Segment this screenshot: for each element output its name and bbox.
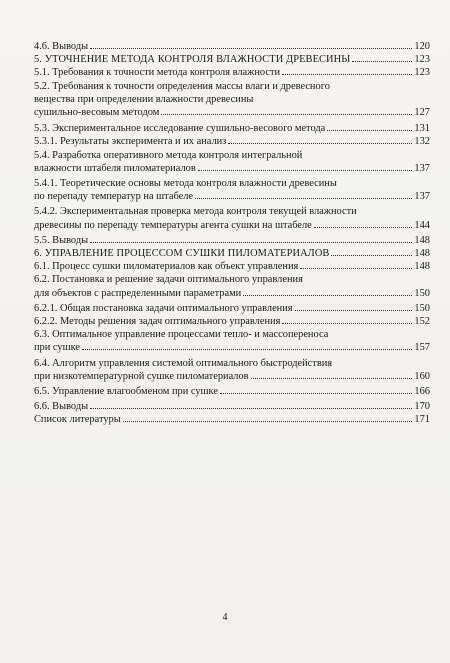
toc-entry-title-line: 5.4. Разработка оперативного метода контроля интегральной — [34, 149, 303, 161]
toc-entry-title-line: 5.4.2. Экспериментальная проверка метода контроля текущей влажности — [34, 206, 357, 218]
toc-entry-title: 6.2.2. Методы решения задач оптимального управления — [34, 316, 281, 328]
toc-entry-title: 5. УТОЧНЕНИЕ МЕТОДА КОНТРОЛЯ ВЛАЖНОСТИ ДРЕВЕСИНЫ — [34, 54, 351, 66]
dot-leader — [123, 421, 413, 422]
toc-entry-row — [34, 53, 430, 66]
toc-entry-row — [34, 135, 430, 148]
dot-leader — [90, 48, 412, 49]
toc-entry-page: 148 — [414, 234, 430, 246]
page-number: 4 — [222, 612, 228, 623]
dot-leader — [90, 408, 412, 409]
toc-entry-row — [34, 341, 430, 354]
toc-entry-title: при сушке — [34, 342, 80, 354]
toc-entry-title: Список литературы — [34, 414, 121, 426]
toc-entry-title-line: 6.2. Постановка и решение задачи оптимального управления — [34, 274, 303, 286]
toc-entry — [34, 40, 430, 53]
toc-entry — [34, 205, 430, 231]
toc-entry — [34, 53, 430, 66]
toc-entry-page: 171 — [414, 414, 430, 426]
dot-leader — [82, 349, 412, 350]
toc-entry-row — [34, 219, 430, 232]
toc-entry-page: 131 — [414, 123, 430, 135]
toc-entry-row — [34, 370, 430, 383]
toc-entry — [34, 385, 430, 398]
toc-entry-title-line: 5.2. Требования к точности определения массы влаги и древесного — [34, 80, 330, 92]
toc-entry-page: 148 — [414, 261, 430, 273]
toc-entry-page: 120 — [414, 41, 430, 52]
dot-leader — [300, 268, 412, 269]
toc-entry-title: при низкотемпературной сушке пиломатериалов — [34, 370, 249, 382]
toc-entry-row — [34, 385, 430, 398]
toc-entry-title-line: вещества при определении влажности древесины — [34, 93, 254, 105]
table-of-contents — [34, 40, 430, 429]
toc-entry-page: 137 — [414, 162, 430, 174]
toc-entry — [34, 122, 430, 135]
toc-entry-row — [34, 315, 430, 328]
toc-entry — [34, 302, 430, 315]
toc-entry-title: 6. УПРАВЛЕНИЕ ПРОЦЕССОМ СУШКИ ПИЛОМАТЕРИАЛОВ — [34, 248, 330, 260]
toc-entry-title-line: 6.4. Алгоритм управления системой оптимального быстродействия — [34, 357, 333, 369]
toc-entry — [34, 177, 430, 203]
dot-leader — [251, 378, 413, 379]
toc-entry-page: 166 — [414, 386, 430, 398]
toc-entry — [34, 413, 430, 426]
toc-entry-page: 127 — [414, 107, 430, 119]
dot-leader — [198, 170, 413, 171]
toc-entry — [34, 80, 430, 120]
toc-entry-page: 148 — [414, 248, 430, 260]
dot-leader — [331, 255, 412, 256]
toc-entry-row — [34, 122, 430, 135]
toc-entry-row — [34, 40, 430, 53]
toc-entry — [34, 315, 430, 328]
dot-leader — [282, 74, 412, 75]
toc-entry-title: сушильно-весовым методом — [34, 107, 160, 119]
dot-leader — [220, 393, 412, 394]
dot-leader — [352, 61, 412, 62]
toc-entry-title: по перепаду температур на штабеле — [34, 191, 194, 203]
toc-entry-title: 4.6. Выводы — [34, 41, 89, 52]
toc-entry-title: для объектов с распределенными параметрами — [34, 287, 242, 299]
toc-entry-row — [34, 106, 430, 119]
toc-entry-page: 157 — [414, 342, 430, 354]
toc-entry-title-line: 6.3. Оптимальное управление процессами тепло- и массопереноса — [34, 329, 329, 341]
toc-entry — [34, 357, 430, 383]
toc-entry — [34, 66, 430, 79]
toc-entry-page: 132 — [414, 136, 430, 148]
toc-entry-page: 160 — [414, 370, 430, 382]
dot-leader — [327, 130, 412, 131]
dot-leader — [314, 227, 413, 228]
dot-leader — [295, 310, 413, 311]
toc-entry-row — [34, 162, 430, 175]
dot-leader — [282, 323, 412, 324]
toc-entry — [34, 260, 430, 273]
toc-entry-title-line: 5.4.1. Теоретические основы метода контроля влажности древесины — [34, 178, 337, 190]
toc-entry-row — [34, 247, 430, 260]
toc-entry-row — [34, 287, 430, 300]
toc-entry-title: 5.1. Требования к точности метода контроля влажности — [34, 67, 281, 79]
toc-entry-row — [34, 260, 430, 273]
dot-leader — [195, 198, 412, 199]
dot-leader — [243, 295, 412, 296]
dot-leader — [228, 143, 412, 144]
toc-entry-page: 137 — [414, 191, 430, 203]
toc-entry-page: 123 — [414, 67, 430, 79]
toc-entry-page: 123 — [414, 54, 430, 66]
toc-entry-row — [34, 190, 430, 203]
toc-entry — [34, 234, 430, 247]
toc-entry-title: 5.3.1. Результаты эксперимента и их анализ — [34, 136, 227, 148]
toc-entry-page: 150 — [414, 287, 430, 299]
dot-leader — [161, 114, 412, 115]
toc-entry-title: 5.5. Выводы — [34, 234, 89, 246]
toc-entry-title: 6.2.1. Общая постановка задачи оптимального управления — [34, 302, 293, 314]
toc-entry — [34, 149, 430, 175]
toc-entry-page: 152 — [414, 316, 430, 328]
toc-entry-page: 144 — [414, 219, 430, 231]
toc-entry-title: 6.5. Управление влагообменом при сушке — [34, 386, 218, 398]
toc-entry-row — [34, 66, 430, 79]
toc-entry — [34, 400, 430, 413]
dot-leader — [90, 242, 412, 243]
toc-entry — [34, 273, 430, 299]
toc-entry-row — [34, 400, 430, 413]
toc-entry-title: 6.6. Выводы — [34, 401, 89, 413]
toc-entry — [34, 247, 430, 260]
toc-entry — [34, 328, 430, 354]
toc-entry-row — [34, 302, 430, 315]
toc-entry-row — [34, 413, 430, 426]
toc-entry-title: 5.3. Экспериментальное исследование сушильно-весового метода — [34, 123, 326, 135]
toc-entry — [34, 135, 430, 148]
toc-entry-page: 170 — [414, 401, 430, 413]
toc-entry-title: древесины по перепаду температуры агента сушки на штабеле — [34, 219, 312, 231]
toc-entry-title: влажности штабеля пиломатериалов — [34, 162, 196, 174]
toc-entry-page: 150 — [414, 302, 430, 314]
toc-entry-title: 6.1. Процесс сушки пиломатериалов как объект управления — [34, 261, 299, 273]
toc-entry-row — [34, 234, 430, 247]
